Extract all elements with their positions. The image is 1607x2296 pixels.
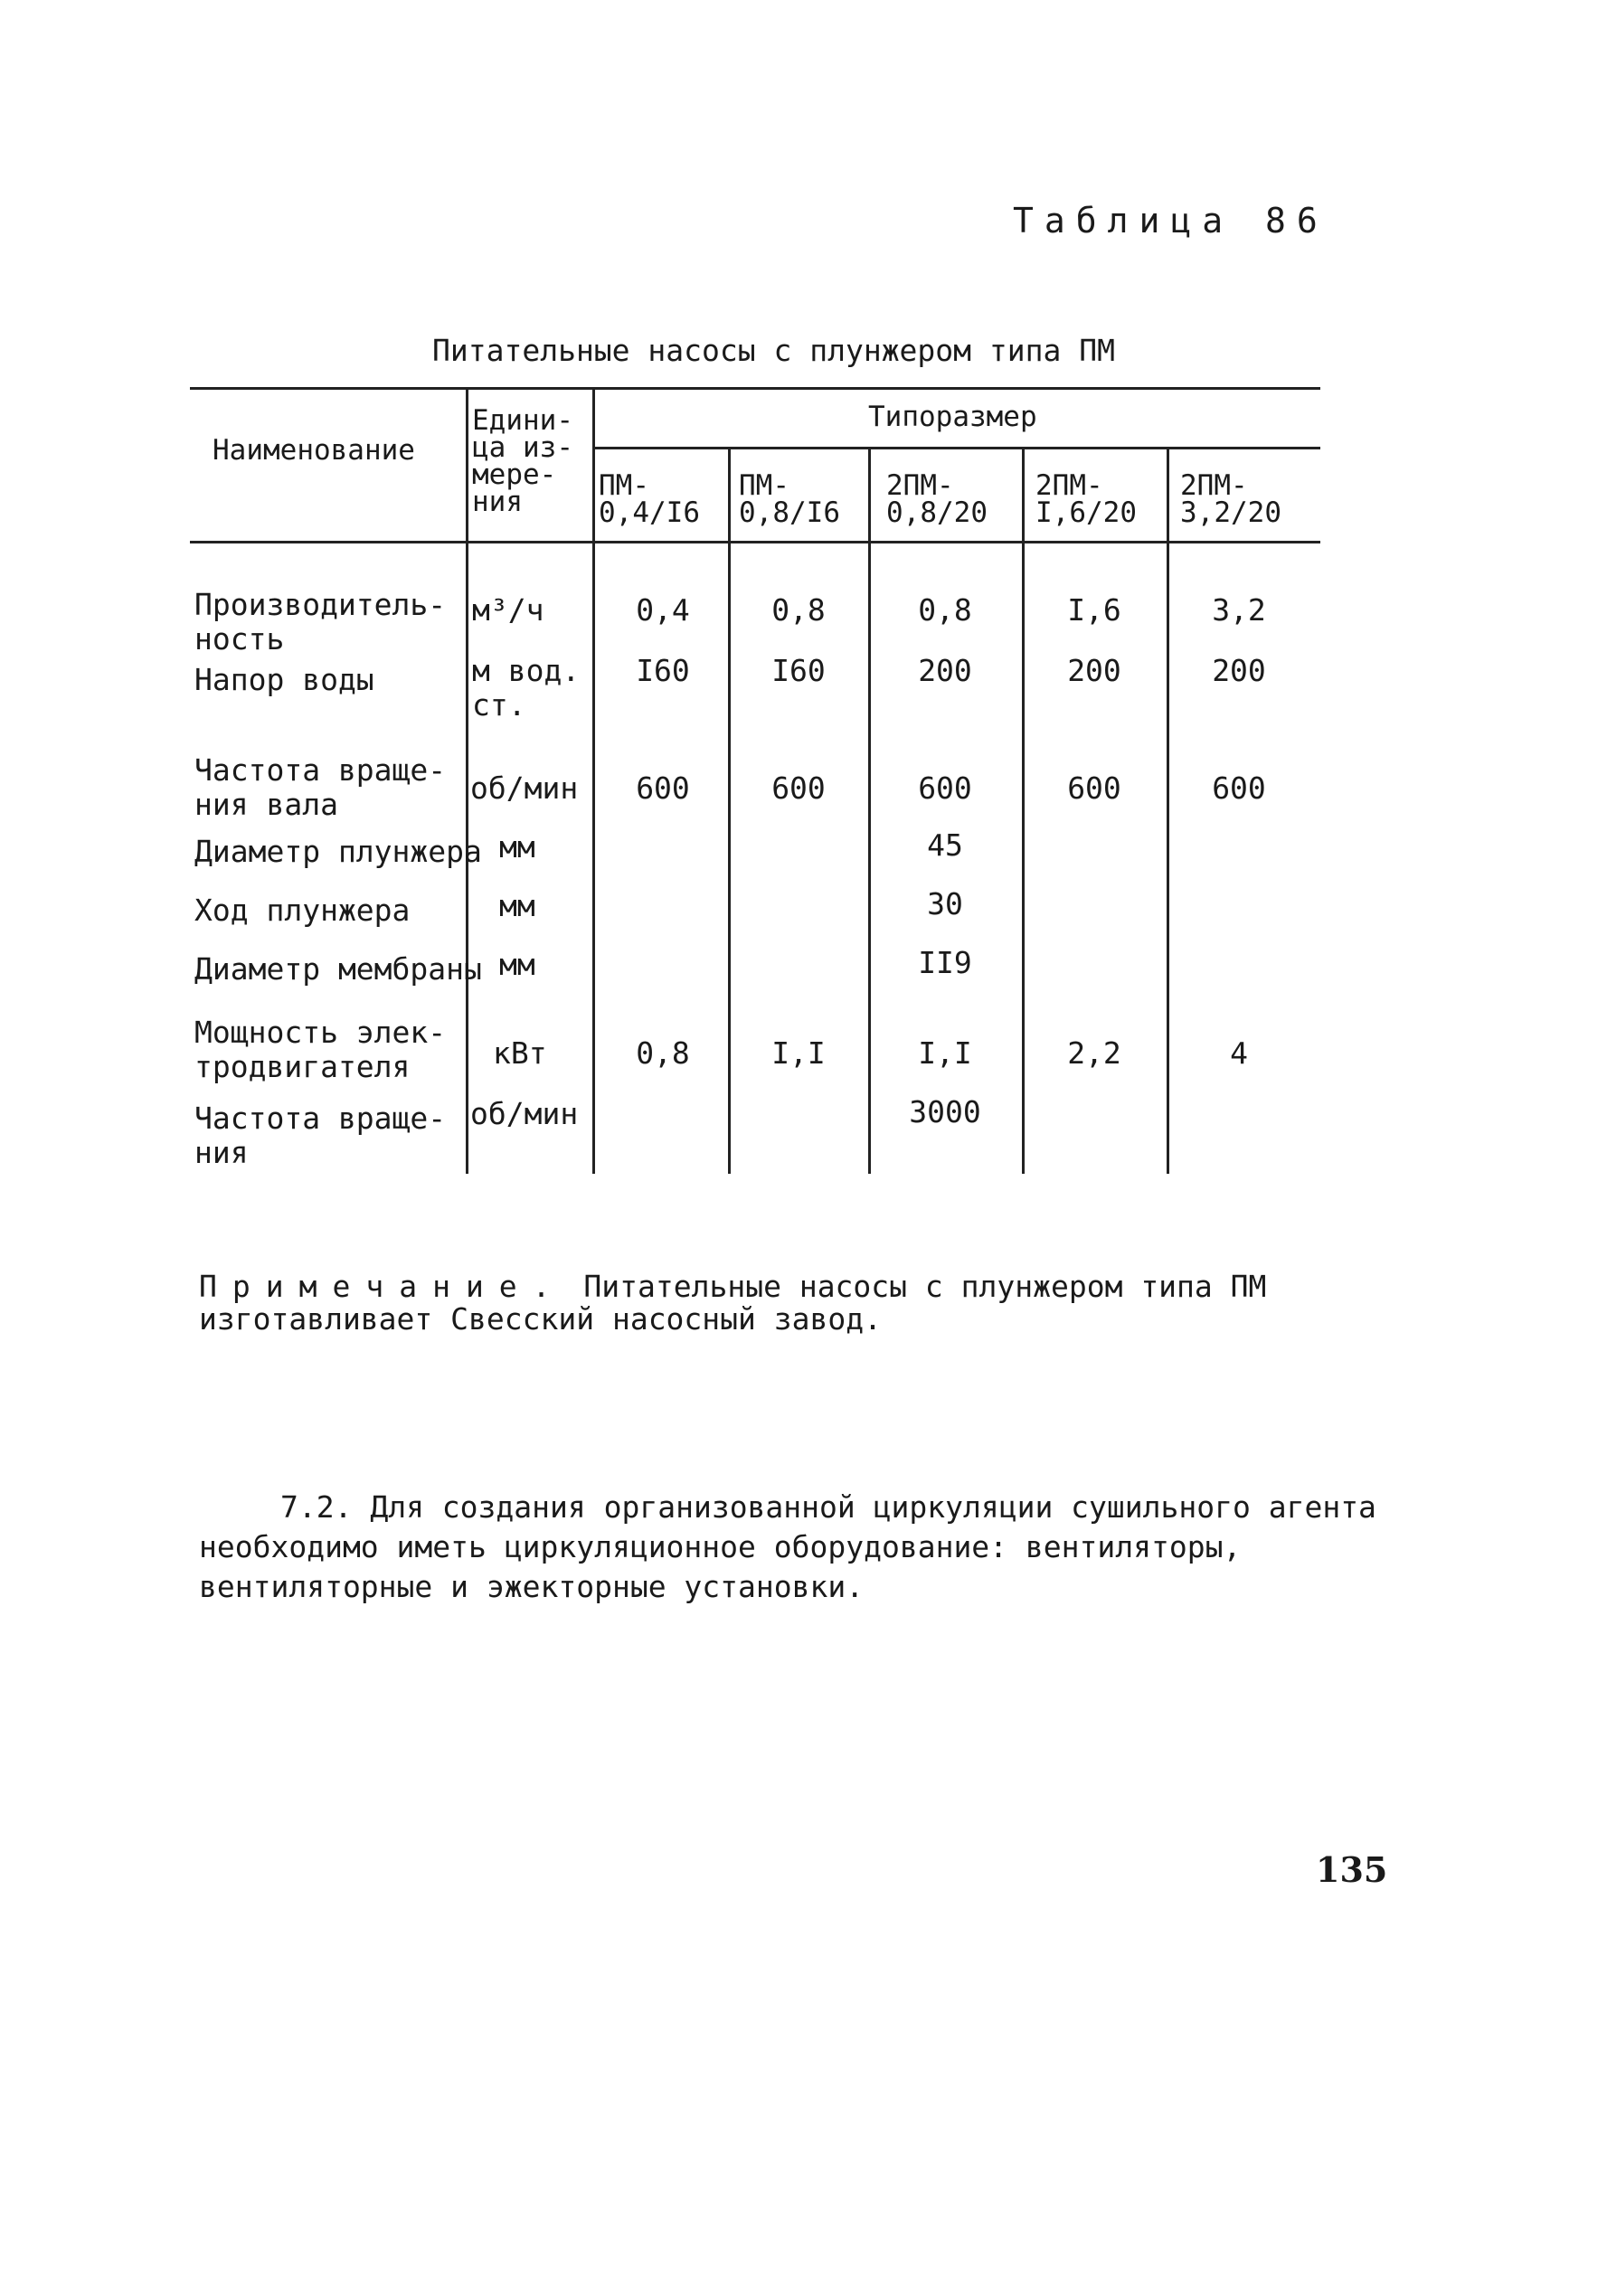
row-value: 0,8 — [636, 1035, 690, 1071]
row-value: 600 — [1212, 770, 1266, 806]
row-unit: мм — [499, 829, 535, 865]
header-name: Наименование — [213, 434, 415, 467]
row-name: Частота враще- ния — [194, 1101, 447, 1170]
row-value: 600 — [1067, 770, 1121, 806]
row-unit: мм — [499, 947, 535, 982]
row-unit: мм — [499, 888, 535, 923]
row-value: 3,2 — [1212, 592, 1266, 628]
column-divider — [1167, 447, 1169, 1174]
row-value: I,I — [771, 1035, 826, 1071]
row-unit: м вод. ст. — [472, 653, 581, 723]
header-size: 2ПМ- I,6/20 — [1035, 469, 1137, 529]
row-value: 200 — [1212, 653, 1266, 688]
row-name: Диаметр плунжера — [194, 834, 482, 869]
table-caption: Питательные насосы с плунжером типа ПМ — [432, 333, 1115, 368]
page-number: 135 — [1316, 1849, 1388, 1890]
table-label: Таблица 86 — [1013, 201, 1328, 241]
header-size: 2ПМ- 0,8/20 — [886, 469, 988, 529]
row-unit: кВт — [493, 1035, 547, 1071]
row-value: 0,8 — [771, 592, 826, 628]
header-size: ПМ- 0,4/I6 — [599, 469, 700, 529]
note-text: Питательные насосы с плунжером типа ПМ изготавливает Свесский насосный завод. — [199, 1269, 1267, 1337]
row-value: I60 — [771, 653, 826, 688]
group-header-rule — [592, 447, 1320, 449]
row-name: Производитель- ность — [194, 587, 447, 657]
row-value: 2,2 — [1067, 1035, 1121, 1071]
header-bottom-rule — [190, 541, 1320, 543]
row-name: Напор воды — [194, 662, 374, 697]
row-value: 0,8 — [918, 592, 972, 628]
row-value: 0,4 — [636, 592, 690, 628]
header-size-group: Типоразмер — [868, 401, 1037, 433]
row-value: 4 — [1230, 1035, 1248, 1071]
row-value: I,I — [918, 1035, 972, 1071]
table-note — [199, 1271, 1375, 1336]
table-top-rule — [190, 387, 1320, 390]
column-divider — [1022, 447, 1025, 1174]
row-value: 200 — [1067, 653, 1121, 688]
row-name: Частота враще- ния вала — [194, 752, 447, 822]
row-value: I,6 — [1067, 592, 1121, 628]
row-value: 3000 — [909, 1094, 981, 1129]
body-paragraph: 7.2. Для создания организованной циркуляции сушильного агента необходимо иметь циркуляционное оборудование: вентиляторы, вентиляторные и эжекторные установки. — [199, 1489, 1376, 1604]
pump-table — [190, 387, 1320, 1174]
row-value: 200 — [918, 653, 972, 688]
row-name: Диаметр мембраны — [194, 951, 482, 987]
row-value: 30 — [927, 886, 963, 921]
row-value: 600 — [771, 770, 826, 806]
header-size: 2ПМ- 3,2/20 — [1180, 469, 1281, 529]
row-unit: об/мин — [470, 1096, 579, 1131]
row-value: I60 — [636, 653, 690, 688]
header-size: ПМ- 0,8/I6 — [739, 469, 840, 529]
column-divider — [868, 447, 871, 1174]
row-value: II9 — [918, 945, 972, 980]
row-unit: м³/ч — [472, 592, 544, 628]
header-unit: Едини- ца из- мере- ния — [472, 404, 573, 518]
row-name: Мощность элек- тродвигателя — [194, 1015, 447, 1084]
row-value: 600 — [918, 770, 972, 806]
column-divider — [466, 387, 468, 1174]
row-value: 600 — [636, 770, 690, 806]
note-lead: Примечание. — [199, 1269, 566, 1304]
row-name: Ход плунжера — [194, 893, 411, 928]
row-unit: об/мин — [470, 770, 579, 806]
row-value: 45 — [927, 827, 963, 863]
